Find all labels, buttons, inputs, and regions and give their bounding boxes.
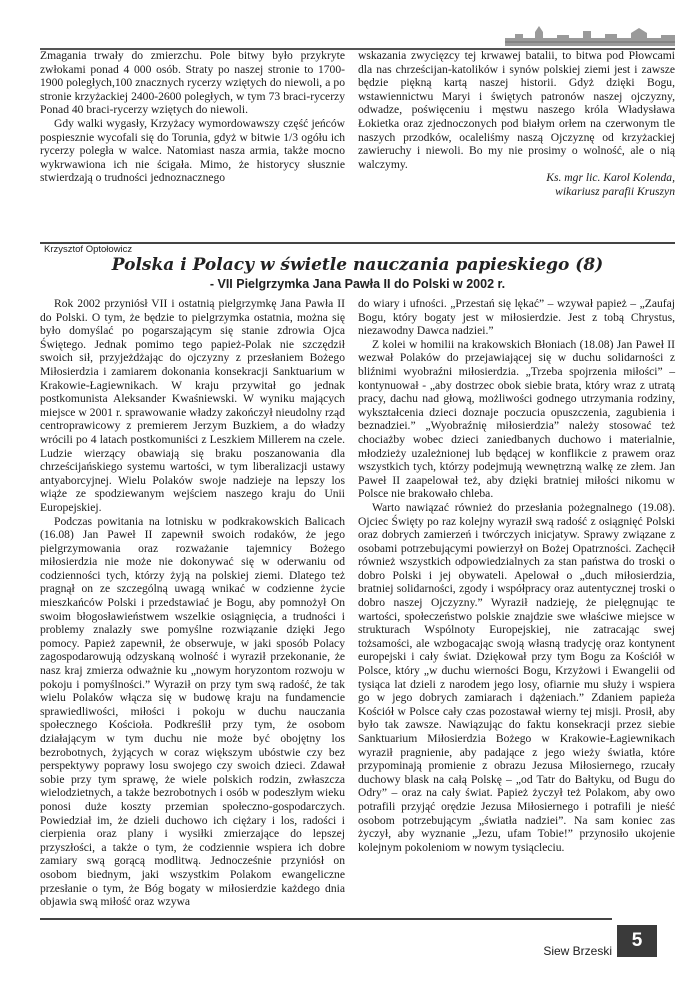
paragraph: do wiary i ufności. „Przestań się lękać” – wzywał papież – „Zaufaj Bogu, który bogaty jest w miłosierdzie. Jest z tobą Chrystus, niezawodny Dawca nadziei.”: [358, 297, 675, 338]
paragraph: Gdy walki wygasły, Krzyżacy wymordowawszy część jeńców pospiesznie wycofali się do Torunia, gdyż w bitwie 1/3 ogółu ich rycerzy poległa w walce. Natomiast nasza armia, także mocno wykrwawiona ich nie ścigała. Mimo, że historycy słusznie stwierdzają o trudności jednoznacznego: [40, 116, 345, 185]
article-divider: [40, 242, 675, 244]
paragraph: wskazania zwycięzcy tej krwawej batalii, to bitwa pod Płowcami dla nas chrześcijan-katolików i synów polskiej ziemi jest i zawsze będzie piękną kartą naszej historii. Gdyż dzięki Bogu, wstawiennictwu Maryi i świętych patronów naszej ojczyzny, odwadze, poświęceniu i męstwu naszego króla Władysława Łokietka oraz zjednoczonych pod białym orłem na czerwonym tle naszych przodków, ocaleliśmy naszą Ojczyznę od krzyżackiej zawieruchy i niewoli. Bo my nie prosimy o wolność, ale o nią walczymy.: [358, 49, 675, 171]
signature-line: wikariusz parafii Kruszyn: [555, 184, 675, 198]
top-right-column: [358, 49, 675, 199]
town-skyline-illustration: [505, 22, 675, 46]
article-subtitle: - VII Pielgrzymka Jana Pawła II do Polski w 2002 r.: [209, 277, 506, 291]
page-number: 5: [617, 925, 657, 957]
signature-line: Ks. mgr lic. Karol Kolenda,: [546, 171, 675, 185]
paragraph: Warto nawiązać również do przesłania pożegnalnego (19.08). Ojciec Święty po raz kolejny wyraził swą radość z osiągnięć Polski oraz dobrych zamierzeń i twórczych inicjatyw. Sprawy związane z osobami potrzebującymi powierzył on Bożej Opatrzności. Zachęcił również wszystkich odpowiedzialnych za stan państwa do troski o dobro Polski i jej obywateli. Apelował o „duch miłosierdzia, bratniej solidarności, zgody i współpracy oraz autentycznej troski o dobro naszej Ojczyzny.” Wyraził nadzieję, że pielęgnując te wartości, społeczeństwo polskie znajdzie swe właściwe miejsce w strukturach Wspólnoty Europejskiej, nie zatracając swej tożsamości, ale wzbogacając swoją własną tradycję oraz kontynent europejski i cały świat. Dziękował przy tym Bogu za Kościół w Polsce, który „w duchu wierności Bogu, Krzyżowi i Ewangelii od tysiąca lat dzieli z narodem jego losy, ofiarnie mu służy i wspiera go w jego dobrych zamiarach i dążeniach.” Zdaniem papieża Kościół w Polsce cały czas pozostawał wierny tej misji. Prosił, aby było tak zawsze. Nawiązując do faktu konsekracji przez siebie Sanktuarium Miłosierdzia Bożego w Krakowie-Łagiewnikach wyraził pragnienie, aby padające z jego wieży światła, które przypominają promienie z obrazu Jezusa Miłosiernego, rzucały duchowy blask na całą Polskę – „od Tatr do Bałtyku, od Bugu do Odry” – oraz na cały świat. Papież życzył też Polakom, aby owo potrafili przyjąć orędzie Jezusa Miłosiernego i potrafili je nieść osobom potrzebującym „światła nadziei”. Na sam koniec zas życzył, aby wyznanie „Jezu, ufam Tobie!” przynosiło ukojenie kolejnym pokoleniom w nowym tysiącleciu.: [358, 500, 675, 854]
article-title: Polska i Polacy w świetle nauczania papieskiego (8): [111, 255, 604, 275]
article-right-column: [358, 297, 675, 854]
paragraph: Podczas powitania na lotnisku w podkrakowskich Balicach (16.08) Jan Paweł II zapewnił swoich rodaków, że jego pielgrzymowania oraz rozważanie tajemnicy Bożego miłosierdzia nie może nie dokonywać się w oderwaniu od codzienności tych, którzy żyją na polskiej ziemi. Dlatego też pragnął on ze szczególną uwagą wnikać w codzienne życie mieszkańców Polski i przedstawiać je Bogu, aby pomnożył On swoim błogosławieństwem wszelkie osiągnięcia, a trudności i problemy znalazły swe pomyślne rozwiązanie dzięki Jego pomocy. Papież zapewnił, że obserwuje, w jaki sposób Polacy zagospodarowują odzyskaną wolność i wyraził przekonanie, że nasz kraj zmierza odważnie ku „nowym horyzontom rozwoju w pokoju i pomyślności.” Wyraził on przy tym swą radość, że tak wielu Polaków włącza się w budowę kraju na fundamencie sprawiedliwości, miłości i pokoju w duchu nauczania społecznego Kościoła. Podkreślił przy tym, że osobom działającym w tym duchu nie może być obojętny los bezrobotnych, żyjących w coraz większym ubóstwie czy bez perspektywy poprawy losu swojego czy swoich dzieci. Zdawał sobie przy tym sprawę, że wiele polskich rodzin, zwłaszcza wielodzietnych, a także bezrobotnych i osób w podeszłym wieku ponosi duże koszty przemian społeczno-gospodarczych. Powiedział im, że dzieli duchowo ich ciężary i los, radości i cierpienia oraz plany i wysiłki zmierzające do lepszej przyszłości, a także o tym, że codziennie wspiera ich dobre zamiary swą gorącą modlitwą. Jednocześnie przyniósł on osobom biednym, jaki wszystkim Polakom ewangeliczne przesłanie o tym, że Bóg bogaty w miłosierdzie każdego dnia objawia swą miłość oraz wzywa: [40, 514, 345, 909]
paragraph: Zmagania trwały do zmierzchu. Pole bitwy było przykryte zwłokami ponad 4 000 osób. Straty po naszej stronie to 1700-1900 poległych,100 znacznych rycerzy wziętych do niewoli, a po stronie krzyżackiej 2400-2600 poległych, w tym 73 braci-rycerzy Ponad 40 braci-rycerzy wziętych do niewoli.: [40, 49, 345, 117]
footer-rule: [40, 918, 612, 920]
top-left-column: [40, 49, 345, 185]
paragraph: Z kolei w homilii na krakowskich Błoniach (18.08) Jan Paweł II wezwał Polaków do przejawiającej się w duchu solidarności z bliźnimi wyobraźni miłosierdzia. „Trzeba spojrzenia miłości” – kontynuował - „aby dostrzec obok siebie brata, który wraz z utratą pracy, dachu nad głową, możliwości godnego utrzymania rodziny, wykształcenia dzieci doznaje poczucia opuszczenia, zagubienia i beznadziei.” „Wyobraźnię miłosierdzia” należy stosować też chociażby wobec dzieci zaniedbanych duchowo i materialnie, młodzieży uzależnionej lub będącej w konflikcie z prawem oraz wszystkich tych, którzy podejmują wewnętrzną walkę ze złem. Jan Paweł II zaapelował też, aby dzięki bratniej miłości nikomu w Polsce nie brakowało chleba.: [358, 337, 675, 501]
article-left-column: [40, 297, 345, 909]
magazine-name: Siew Brzeski: [543, 944, 612, 958]
paragraph: Rok 2002 przyniósł VII i ostatnią pielgrzymkę Jana Pawła II do Polski. O tym, że będzie to pielgrzymka ostatnia, można się było domyślać po pogarszającym się stanie zdrowia Ojca Świętego. Jednak pomimo tego papież-Polak nie szczędził swoich sił, przyjeżdżając do ojczyzny z przesłaniem Bożego Miłosierdzia i zamiarem dokonania konsekracji Sanktuarium w Krakowie-Łagiewnikach. W kraju przywitał go jednak postkomunista Aleksander Kwaśniewski. W wyniku mających miejsce w 2001 r. sprawowanie władzy zakończył nieudolny rząd centroprawicowy z premierem Jerzym Buzkiem, a do władzy wrócili po 4 latach postkomuniści z Leszkiem Millerem na czele. Ludzie wierzący obawiają się braku poszanowania dla chrześcijańskiego systemu wartości, w tym liberalizacji ustawy antyaborcyjnej. Wielu Polaków swoje nadzieje na lepszy los wiąże ze spodziewanym wejściem naszego kraju do Unii Europejskiej.: [40, 297, 345, 514]
article-author: Krzysztof Optołowicz: [44, 244, 133, 255]
